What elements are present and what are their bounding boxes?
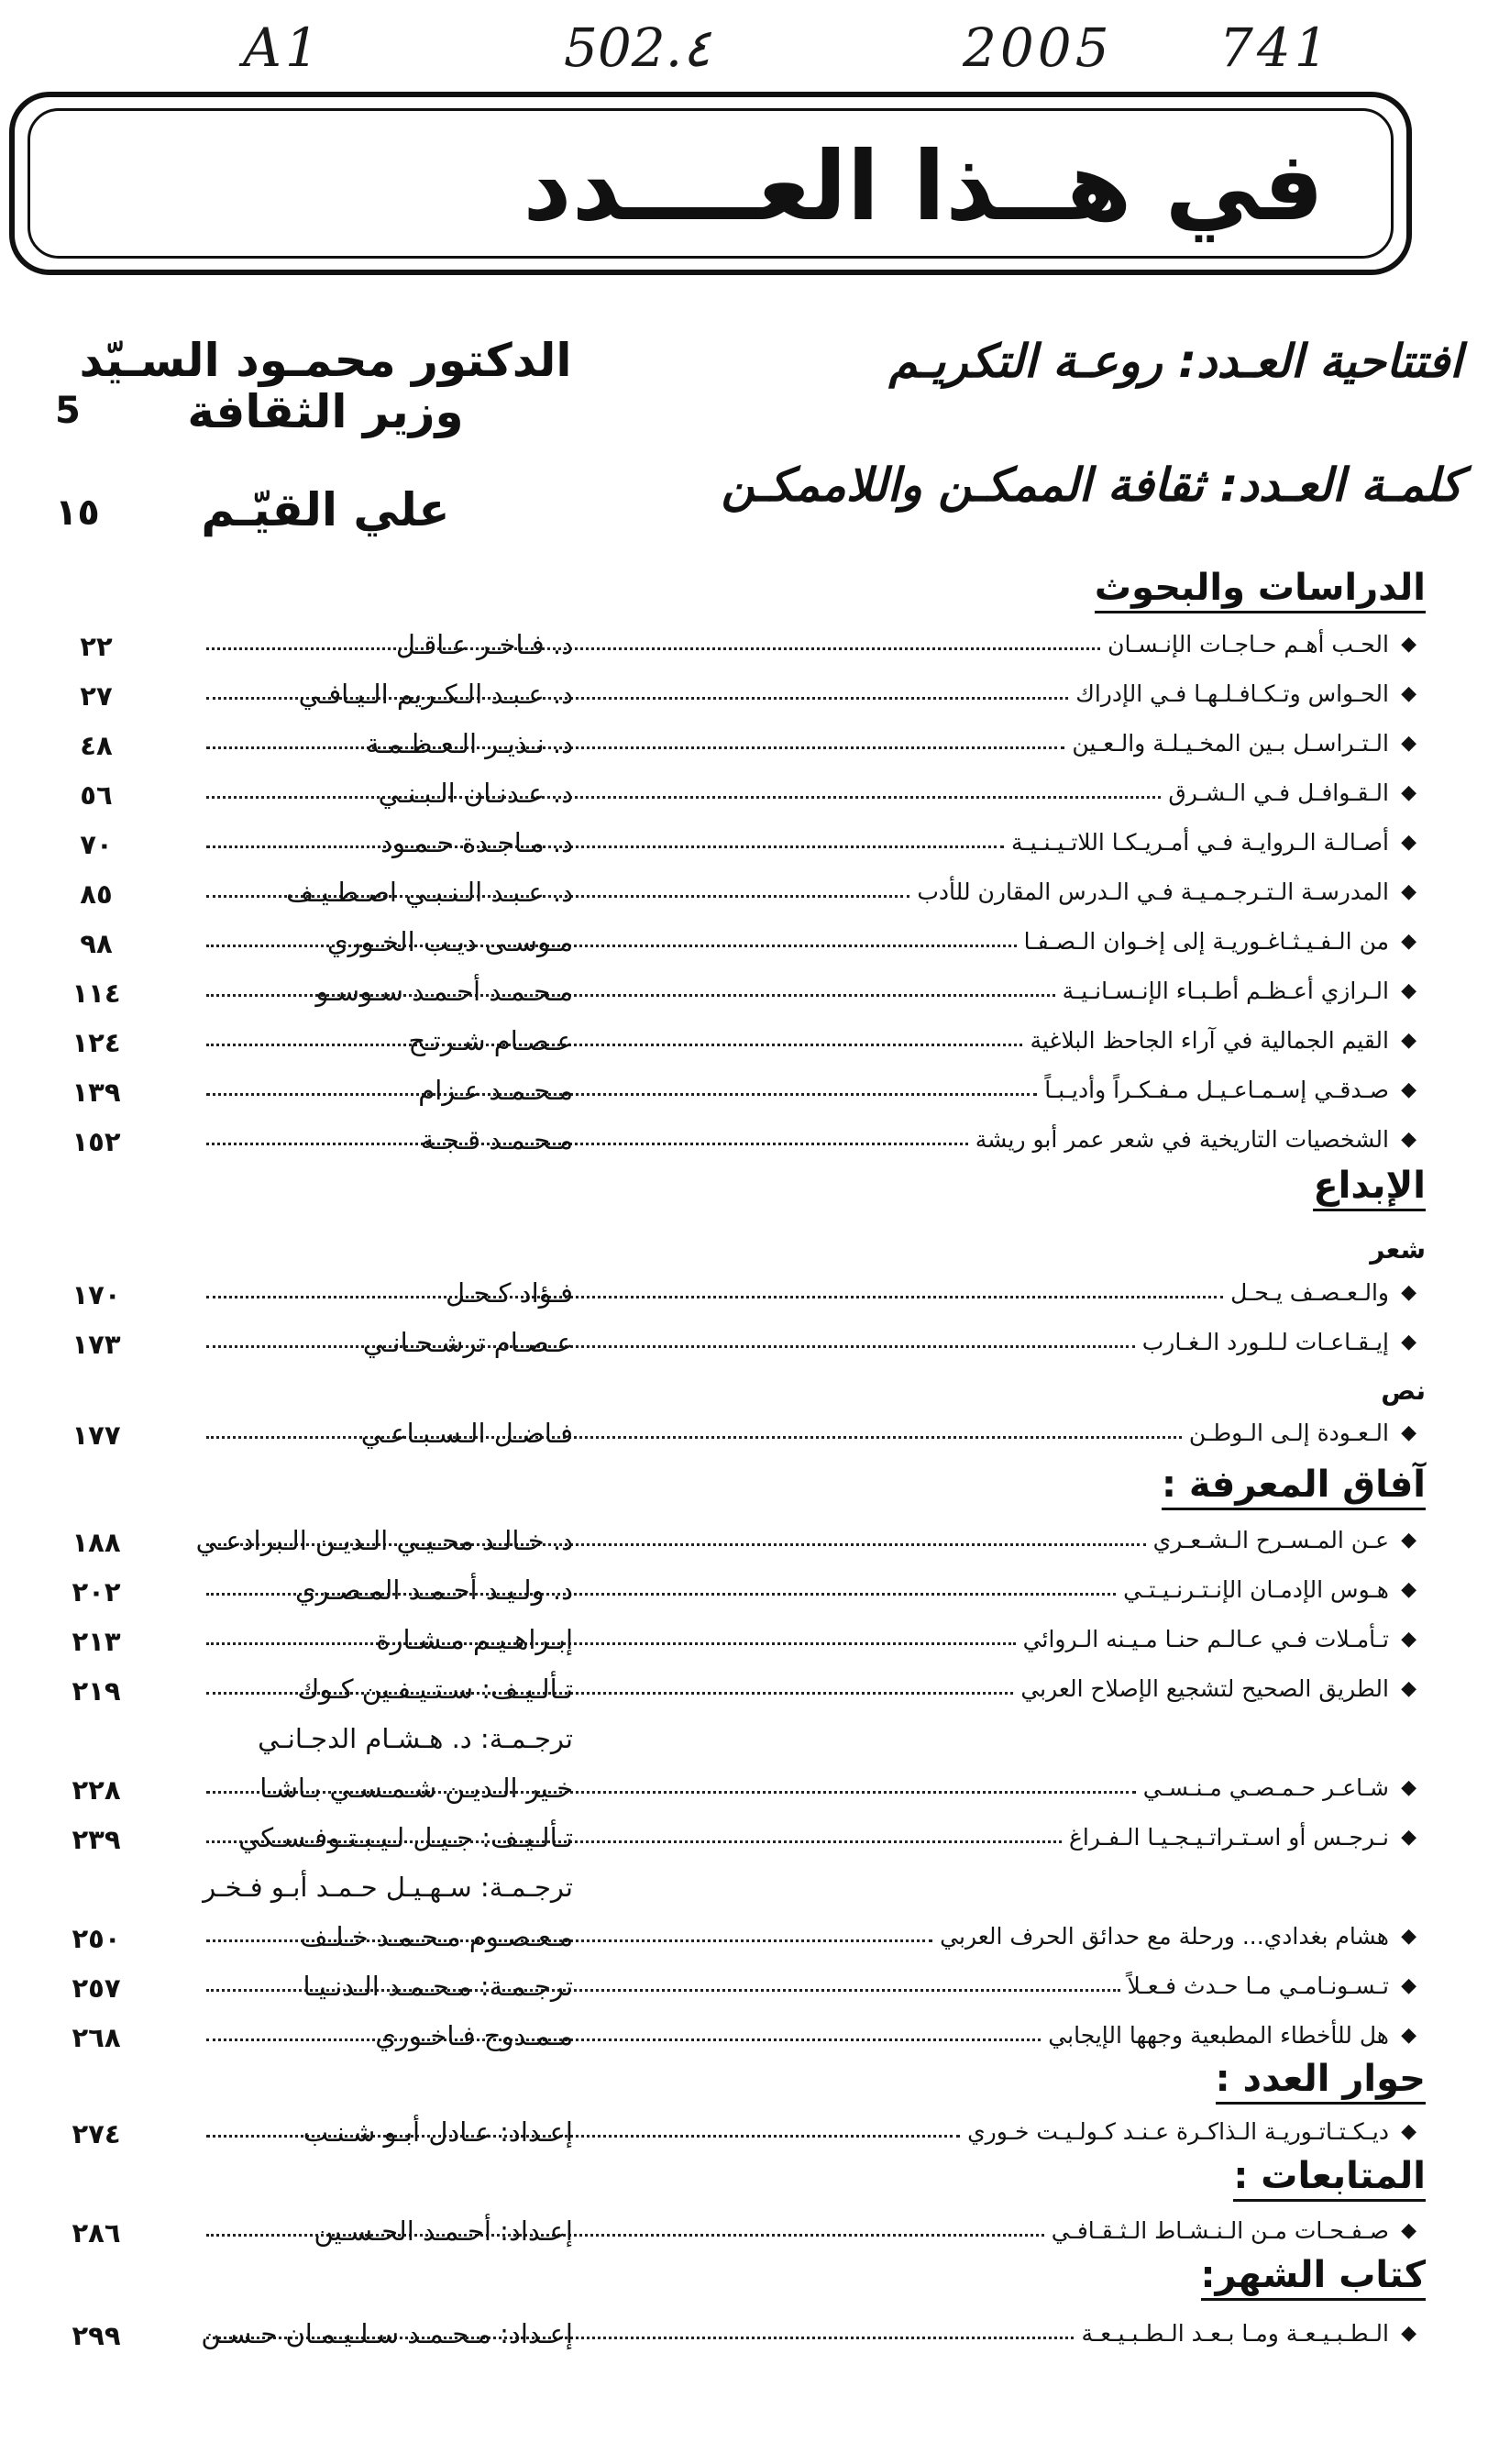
diamond-bullet-icon: ◆ [1401,930,1416,953]
toc-entry [46,631,1416,671]
diamond-bullet-icon: ◆ [1401,1826,1416,1849]
toc-entry [46,1329,1416,1369]
section-subheading: شعر [1370,1234,1426,1265]
entry-author: د. عـبـد الـكـريم الـيـافـي [298,679,573,710]
toc-entry [46,1626,1416,1666]
entry-page: ٩٨ [80,928,113,959]
entry-author: مـحـمـد أحـمـد سـوسـو [315,976,573,1007]
entry-page: ٢٧ [80,680,113,712]
toc-entry [46,1527,1416,1567]
entry-author: تـألـيـف: سـتـيـفـين كـوك [297,1674,573,1705]
featured-author-name: الدكتور محمـود السـيّد [79,334,572,387]
page-title: في هــذا العــــدد [523,130,1324,242]
diamond-bullet-icon: ◆ [1401,781,1416,804]
section-heading: آفاق المعرفة : [1162,1464,1426,1510]
diamond-bullet-icon: ◆ [1401,1281,1416,1304]
toc-entry [46,829,1416,869]
entry-author: خـير الـديـن شـمـسـي بـاشـا [259,1773,573,1804]
entry-title: الشخصيات التاريخية في شعر عمر أبو ريشة [975,1126,1389,1153]
handwritten-code: A1 [243,17,323,79]
featured-page: ١٥ [55,492,100,534]
entry-page: ٢١٩ [72,1675,121,1707]
entry-page: ٢٢ [80,631,113,662]
entry-page: ٢١٣ [72,1626,121,1657]
entry-title: هل للأخطاء المطبعية وجهها الإيجابي [1048,2022,1389,2049]
entry-title: الحـواس وتـكـافـلـهـا فـي الإدراك [1075,680,1389,707]
section-subheading: نص [1381,1376,1426,1406]
entry-translator: ترجـمـة: سـهـيـل حـمـد أبـو فـخـر [203,1872,573,1903]
toc-entry [46,1923,1416,1963]
entry-title: من الـفـيـثـاغـوريـة إلى إخـوان الـصـفـا [1023,928,1389,955]
diamond-bullet-icon: ◆ [1401,682,1416,705]
entry-title: أصـالـة الـروايـة فـي أمـريـكـا اللاتـيـنـيـة [1011,829,1389,856]
toc-entry [46,1774,1416,1815]
toc-entry [46,978,1416,1018]
featured-author-name: علي القيّـم [201,483,450,536]
entry-title: الـتـراسـل بـين المخـيـلـة والـعـين [1072,730,1389,757]
toc-entry [46,1824,1416,1864]
featured-word [37,459,1462,536]
entry-author: إبـراهـيـم مـشـارة [376,1624,573,1655]
entry-page: ١٥٢ [72,1126,121,1157]
featured-author [69,484,582,536]
featured-title: كلمـة العـدد: ثقافة الممكـن واللاممكـن [721,459,1462,512]
entry-author: د. فـاخـر عـاقـل [395,629,573,660]
entry-title: تـأمـلات فـي عـالـم حنـا مـيـنه الـروائي [1022,1626,1389,1652]
entry-author: إعـداد: مـحـمـد سـلـيـمـان حـسـن [201,2318,573,2349]
entry-title: الحـب أهـم حـاجـات الإنـسـان [1108,631,1389,657]
toc-entry [46,928,1416,968]
diamond-bullet-icon: ◆ [1401,2024,1416,2047]
toc-entry [46,1126,1416,1166]
toc-entry [46,878,1416,919]
entry-page: ١٨٨ [72,1527,121,1558]
diamond-bullet-icon: ◆ [1401,633,1416,656]
diamond-bullet-icon: ◆ [1401,1974,1416,1997]
entry-author: مـحـمـد قـجـة [420,1124,573,1155]
entry-author: د. عـدنـان الـبـنـي [378,778,573,809]
diamond-bullet-icon: ◆ [1401,1128,1416,1151]
diamond-bullet-icon: ◆ [1401,1776,1416,1799]
toc-entry [46,2320,1416,2360]
entry-title: والـعـصـف يـحـل [1230,1279,1389,1306]
diamond-bullet-icon: ◆ [1401,1331,1416,1354]
entry-page: ١٧٣ [72,1329,121,1360]
entry-author: د. خـالـد محـيـي الـديـن الـبرادعـي [195,1525,573,1556]
entry-title: الـرازي أعـظـم أطـبـاء الإنـسـانـيـة [1062,978,1389,1004]
diamond-bullet-icon: ◆ [1401,1078,1416,1101]
entry-author: د. عـبـد الـنـبـي اصـطـيـف [286,877,573,908]
toc-entry-translator [46,1725,1416,1765]
entry-page: ٤٨ [80,730,113,761]
entry-author: إعـداد: عـادل أبـو شـنـب [303,2116,573,2148]
entry-title: تـسـونـامـي مـا حـدث فـعـلاً [1127,1972,1389,1999]
entry-title: هشام بغدادي... ورحلة مع حدائق الحرف العربي [940,1923,1389,1950]
toc-entry [46,680,1416,721]
handwritten-catalog-note [0,17,1499,81]
entry-title: المدرسـة الـتـرجـمـيـة فـي الـدرس المقارن للأدب [917,878,1389,905]
toc-entry [46,730,1416,770]
entry-page: ١٧٠ [72,1279,121,1310]
section-heading: الإبداع [1313,1165,1426,1211]
entry-page: ١٢٤ [72,1027,121,1058]
featured-page: 5 [55,390,81,432]
entry-page: ١١٤ [72,978,121,1009]
entry-page: ٢٥٠ [72,1923,121,1954]
entry-author: مـعـصـوم مـحـمـد خـلـف [300,1921,573,1952]
featured-editorial [37,335,1462,436]
entry-author: عـصـام ترشـحـانـي [362,1327,573,1358]
diamond-bullet-icon: ◆ [1401,979,1416,1002]
diamond-bullet-icon: ◆ [1401,880,1416,903]
toc-entry [46,1077,1416,1117]
diamond-bullet-icon: ◆ [1401,2219,1416,2242]
entry-page: ٨٥ [80,878,113,910]
entry-author: فـؤاد كـحـل [445,1277,573,1309]
title-frame [9,92,1412,275]
toc-entry [46,1420,1416,1460]
entry-page: ٢٦٨ [72,2022,121,2053]
toc-entry [46,779,1416,820]
entry-page: ٢٠٢ [72,1576,121,1608]
entry-page: ٢٧٤ [72,2118,121,2149]
entry-title: الـعـودة إلـى الـوطـن [1188,1420,1389,1446]
entry-title: نـرجـس أو اسـتـراتـيـجـيـا الـفـراغ [1068,1824,1389,1851]
diamond-bullet-icon: ◆ [1401,1677,1416,1700]
diamond-bullet-icon: ◆ [1401,732,1416,755]
entry-translator: ترجـمـة: د. هـشـام الدجـانـي [258,1723,573,1754]
section-heading: كتاب الشهر: [1201,2254,1426,2301]
entry-author: مـوسـى ديـب الخـوري [326,926,573,957]
entry-author: مـحـمـد عـزام [418,1075,573,1106]
entry-title: القيم الجمالية في آراء الجاحظ البلاغية [1030,1027,1389,1054]
entry-page: ٢٢٨ [72,1774,121,1806]
entry-author: عـصـام شـرتـح [408,1025,573,1056]
diamond-bullet-icon: ◆ [1401,831,1416,854]
toc-entry [46,1972,1416,2013]
entry-title: صـدقـي إسـمـاعـيـل مـفـكـراً وأديـبـاً [1044,1077,1389,1103]
entry-author: د. نـذيـر الـعـظـمـة [366,728,573,759]
entry-title: ديـكـتـاتـوريـة الـذاكـرة عـنـد كـولـيـت خـوري [967,2118,1389,2145]
entry-author: فـاضـل الـسـبـاعـي [360,1418,573,1449]
diamond-bullet-icon: ◆ [1401,1925,1416,1948]
toc-entry [46,1576,1416,1617]
entry-page: ٧٠ [80,829,113,860]
entry-author: د. ولـيـد أحـمـد المـصـري [294,1575,573,1606]
entry-title: الـطـبـيـعـة ومـا بـعـد الـطـبـيـعـة [1081,2320,1389,2347]
handwritten-number: 741 [1219,17,1332,79]
entry-author: إعـداد: أحـمـد الحـسـين [314,2215,573,2247]
entry-page: ٢٥٧ [72,1972,121,2004]
entry-author: ترجـمـة: مـحـمـد الـدنـيـا [303,1971,573,2002]
entry-page: ٥٦ [80,779,113,811]
toc-entry [46,2022,1416,2062]
featured-title: افتتاحية العـدد: روعـة التكريـم [888,335,1462,388]
entry-page: ٢٨٦ [72,2217,121,2249]
handwritten-year: 2005 [963,17,1113,79]
entry-page: ٢٣٩ [72,1824,121,1855]
featured-author [69,335,582,437]
diamond-bullet-icon: ◆ [1401,1421,1416,1444]
entry-page: ٢٩٩ [72,2320,121,2351]
handwritten-class: 502.٤ [564,17,711,79]
entry-title: عـن المـسـرح الـشـعـري [1152,1527,1389,1553]
section-heading: المتابعات : [1233,2155,1426,2202]
diamond-bullet-icon: ◆ [1401,1529,1416,1552]
diamond-bullet-icon: ◆ [1401,1029,1416,1052]
entry-author: د. مـاجـدة حـمـود [380,827,573,858]
entry-page: ١٧٧ [72,1420,121,1451]
featured-author-role: وزير الثقافة [187,385,464,438]
section-heading: الدراسات والبحوث [1095,567,1426,613]
entry-title: هـوس الإدمـان الإنـتـرنـيـتـي [1123,1576,1389,1603]
toc-entry [46,2118,1416,2159]
entry-author: مـمـدوح فـاخـوري [375,2020,573,2051]
entry-page: ١٣٩ [72,1077,121,1108]
diamond-bullet-icon: ◆ [1401,2322,1416,2345]
toc-entry-translator [46,1873,1416,1914]
section-heading: حوار العدد : [1216,2058,1426,2105]
toc-entry [46,1675,1416,1716]
diamond-bullet-icon: ◆ [1401,1628,1416,1651]
toc-entry [46,2217,1416,2258]
entry-title: الطريق الصحيح لتشجيع الإصلاح العربي [1020,1675,1389,1702]
entry-author: تـألـيـف: جـيـل لـيـبـتـوفـسـكي [238,1822,573,1853]
diamond-bullet-icon: ◆ [1401,2120,1416,2143]
entry-title: صـفـحـات مـن الـنـشـاط الـثـقـافـي [1051,2217,1389,2244]
entry-title: الـقـوافـل فـي الـشـرق [1168,779,1389,806]
entry-title: إيـقـاعـات لـلـورد الـغـارب [1141,1329,1389,1355]
toc-entry [46,1027,1416,1067]
diamond-bullet-icon: ◆ [1401,1578,1416,1601]
toc-entry [46,1279,1416,1320]
entry-title: شـاعـر حـمـصـي مـنـسـي [1142,1774,1389,1801]
